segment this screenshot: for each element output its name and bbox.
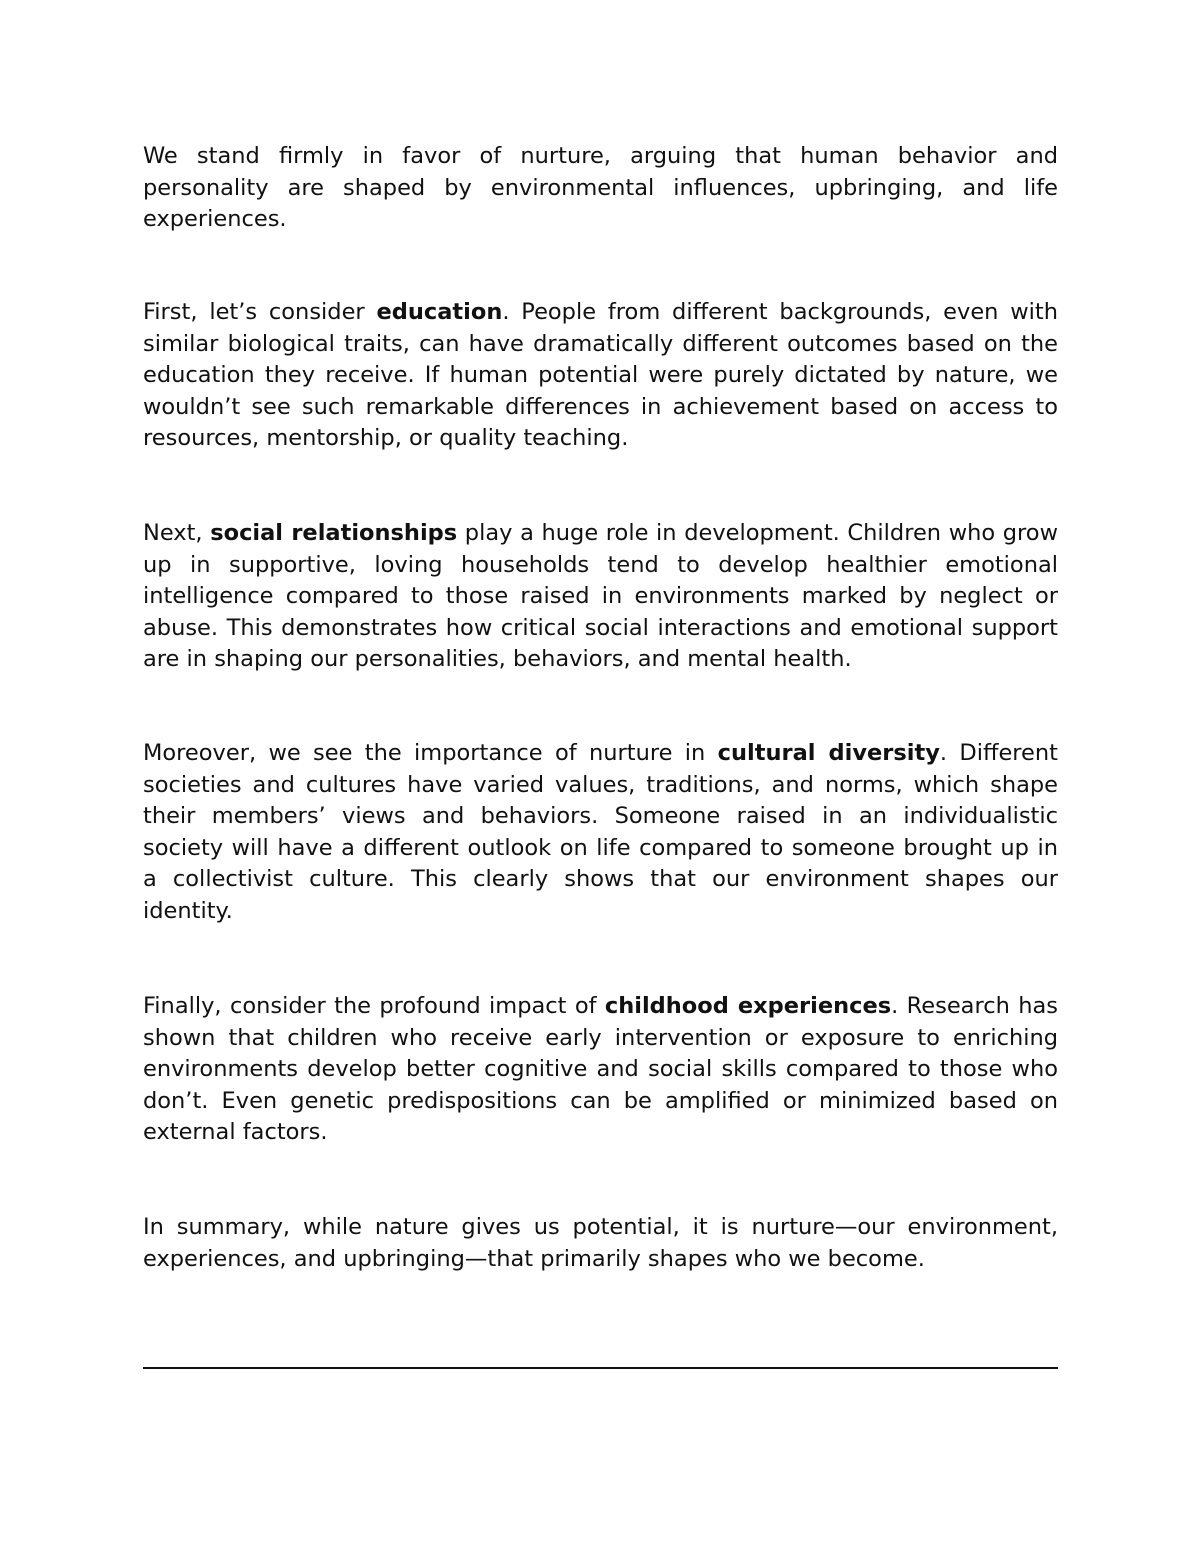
social-body: play a huge role in development. Children who grow up in supportive, loving households tend to develop healthier emotional intelligence compared to those raised in environments marked by neglect or abuse. This demonstrates how critical social interactions and emotional support are in shaping our personalities, behaviors, and mental health. (143, 520, 1058, 672)
cultural-body: . Different societies and cultures have varied values, traditions, and norms, which shape their members’ views and behaviors. Someone raised in an individualistic society will have a different outlook on life compared to someone brought up in a collectivist culture. This clearly shows that our environment shapes our identity. (143, 740, 1058, 924)
social-lead: Next, (143, 520, 211, 546)
childhood-keyword: childhood experiences (604, 993, 892, 1019)
education-body: . People from different backgrounds, even with similar biological traits, can have dramatically different outcomes based on the education they receive. If human potential were purely dictated by nature, we wouldn’t see such remarkable differences in achievement based on access to resources, mentorship, or quality teaching. (143, 299, 1058, 451)
cultural-lead: Moreover, we see the importance of nurture in (143, 740, 718, 766)
education-lead: First, let’s consider (143, 299, 377, 325)
education-paragraph (143, 297, 1058, 455)
social-paragraph (143, 518, 1058, 676)
childhood-lead: Finally, consider the profound impact of (143, 993, 605, 1019)
summary-paragraph (143, 1212, 1058, 1275)
childhood-paragraph (143, 991, 1058, 1149)
childhood-body: . Research has shown that children who receive early intervention or exposure to enriching environments develop better cognitive and social skills compared to those who don’t. Even genetic predispositions can be amplified or minimized based on external factors. (143, 993, 1058, 1145)
summary-text: In summary, while nature gives us potential, it is nurture—our environment, experiences, and upbringing—that primarily shapes who we become. (143, 1214, 1058, 1272)
intro-paragraph (143, 141, 1058, 236)
cultural-keyword: cultural diversity (717, 740, 940, 766)
education-keyword: education (376, 299, 503, 325)
horizontal-rule (143, 1367, 1058, 1369)
social-keyword: social relationships (210, 520, 458, 546)
cultural-paragraph (143, 738, 1058, 927)
intro-text: We stand firmly in favor of nurture, arguing that human behavior and personality are shaped by environmental influences, upbringing, and life experiences. (143, 143, 1058, 232)
